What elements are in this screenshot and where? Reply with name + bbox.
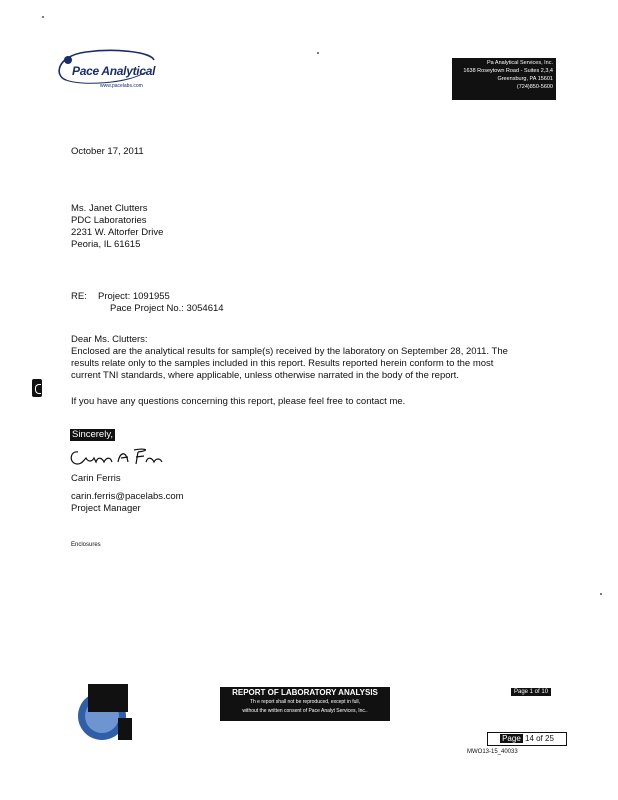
document-id: MWO13-15_40033 <box>467 749 518 755</box>
recipient-line: Peoria, IL 61615 <box>71 239 141 250</box>
body-paragraph-1: Enclosed are the analytical results for sample(s) received by the laboratory on September 28, 2011. The results relate only to the samples included in this report. Results reported herein conform to the most current TNI standards, where applicable, unless otherwise narrated in the body of the report. <box>71 346 508 381</box>
report-note <box>220 698 390 716</box>
signer-title: Project Manager <box>71 503 141 514</box>
page-count: 14 of 25 <box>522 734 554 743</box>
logo-wordmark: Pace Analytical <box>72 64 156 78</box>
logo-url-text: www.pacelabs.com <box>100 83 143 89</box>
recipient-line: Ms. Janet Clutters <box>71 203 148 214</box>
signer-email: carin.ferris@pacelabs.com <box>71 491 184 502</box>
report-note-line: Th e report shall not be reproduced, except in full, <box>249 699 361 705</box>
page-number-box <box>487 732 567 746</box>
page-label: Page <box>502 734 521 743</box>
scan-speck <box>42 16 44 18</box>
accreditation-seal <box>74 684 134 744</box>
page-number-small: Page 1 of 10 <box>511 688 551 696</box>
signer-contact <box>71 491 184 515</box>
report-title: REPORT OF LABORATORY ANALYSIS <box>232 688 378 697</box>
scan-speck <box>317 52 319 54</box>
letterhead-address-block <box>452 58 556 100</box>
scan-margin-mark <box>32 379 42 397</box>
body-paragraph-2: If you have any questions concerning this report, please feel free to contact me. <box>71 396 406 407</box>
recipient-line: PDC Laboratories <box>71 215 147 226</box>
handwritten-signature <box>68 444 168 470</box>
project-line: Project: 1091955 <box>98 291 170 302</box>
enclosures-note: Enclosures <box>71 542 101 548</box>
report-note-line: without the written consent of Pace Analyt Services, Inc.. <box>242 708 368 714</box>
address-line: Pa Analytical Services, Inc. <box>486 60 553 66</box>
signer-name: Carin Ferris <box>71 473 121 484</box>
scan-speck <box>600 593 602 595</box>
address-line: Greensburg, PA 15601 <box>497 76 553 82</box>
re-label: RE: <box>71 291 87 302</box>
address-line: (724)850-5600 <box>516 84 553 90</box>
pace-project-line: Pace Project No.: 3054614 <box>110 303 224 314</box>
address-line: 1638 Roseytown Road - Suites 2,3,4 <box>463 68 553 74</box>
project-reference <box>98 291 224 315</box>
recipient-line: 2231 W. Altorfer Drive <box>71 227 164 238</box>
recipient-address <box>71 203 163 251</box>
closing: Sincerely, <box>72 429 114 440</box>
salutation: Dear Ms. Clutters: <box>71 334 148 345</box>
report-of-analysis-banner <box>220 687 390 721</box>
letter-date: October 17, 2011 <box>71 146 144 157</box>
